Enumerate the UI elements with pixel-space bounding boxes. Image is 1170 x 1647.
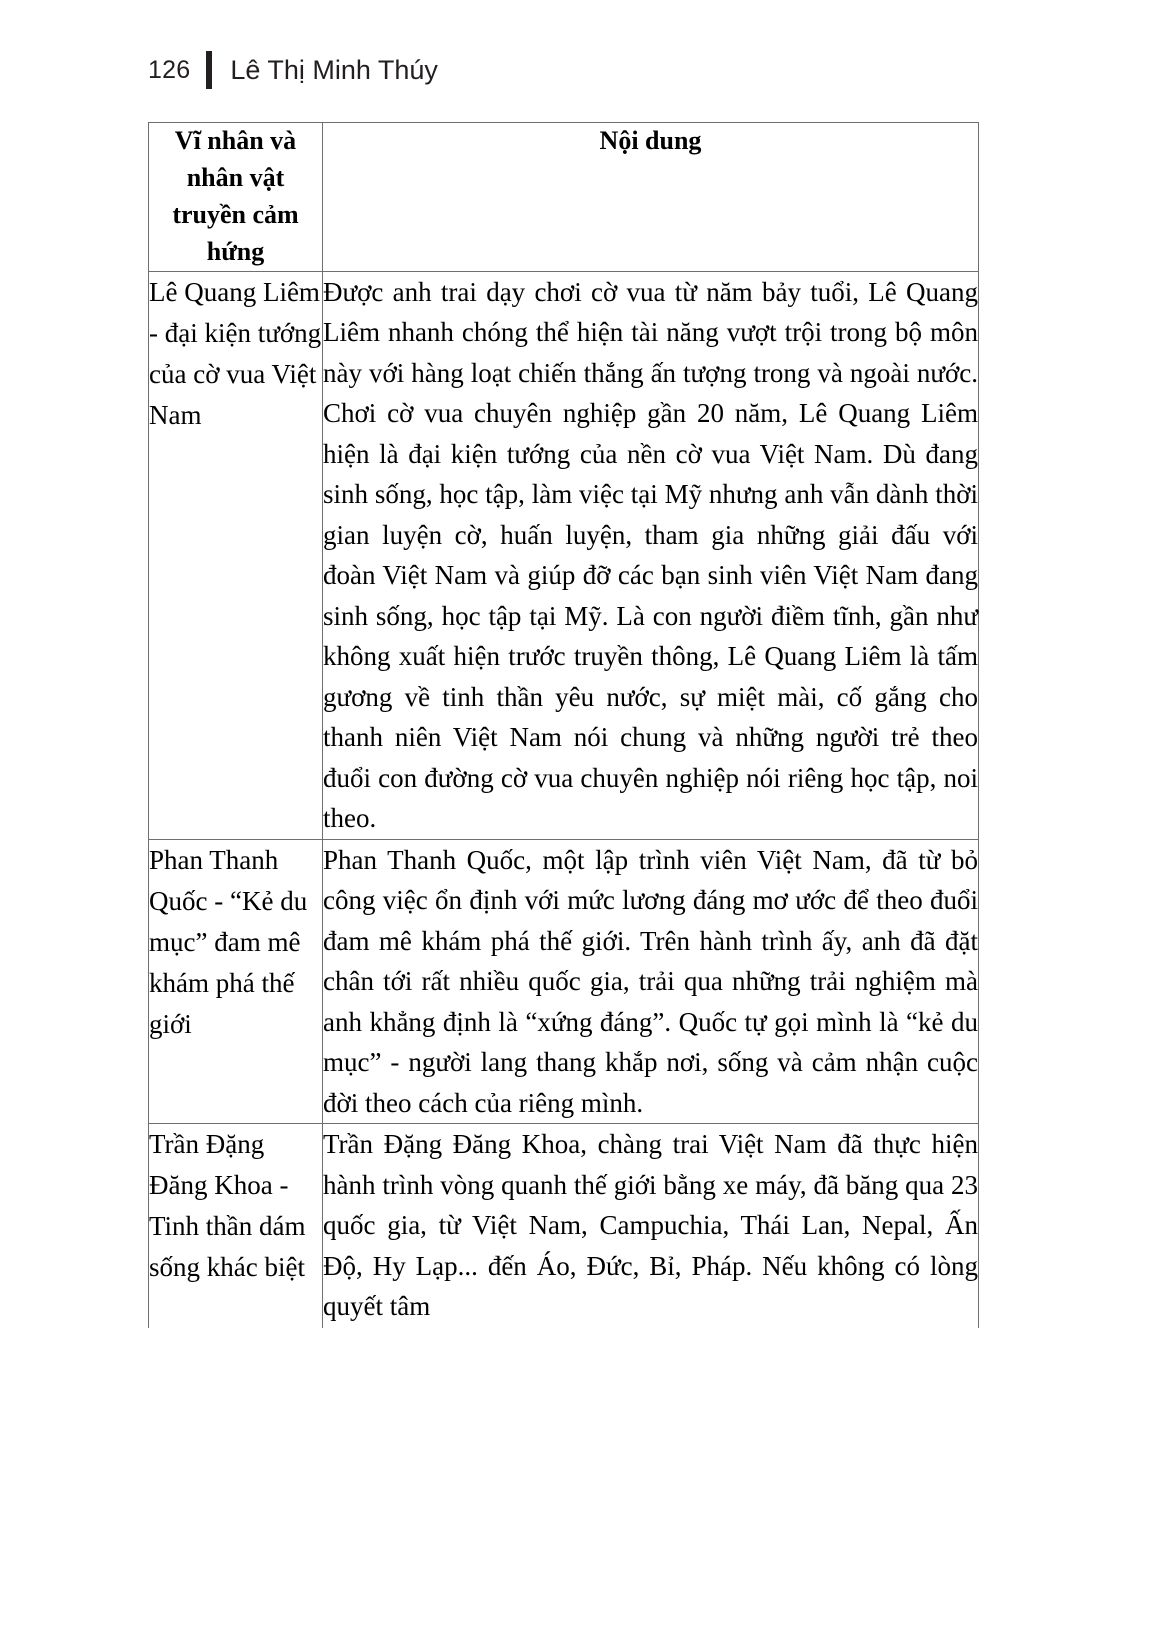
content-table (148, 122, 979, 1328)
table-header-row (149, 123, 979, 272)
running-header (148, 48, 438, 92)
person-name-cell: Trần Đặng Đăng Khoa - Tinh thần dám sống khác biệt (149, 1124, 323, 1328)
table-row (149, 271, 979, 839)
content-cell: Được anh trai dạy chơi cờ vua từ năm bảy tuổi, Lê Quang Liêm nhanh chóng thể hiện tài năng vượt trội trong bộ môn này với hàng loạt chiến thắng ấn tượng trong và ngoài nước. Chơi cờ vua chuyên nghiệp gần 20 năm, Lê Quang Liêm hiện là đại kiện tướng của nền cờ vua Việt Nam. Dù đang sinh sống, học tập, làm việc tại Mỹ nhưng anh vẫn dành thời gian luyện cờ, huấn luyện, tham gia những giải đấu với đoàn Việt Nam và giúp đỡ các bạn sinh viên Việt Nam đang sinh sống, học tập tại Mỹ. Là con người điềm tĩnh, gần như không xuất hiện trước truyền thông, Lê Quang Liêm là tấm gương về tinh thần yêu nước, sự miệt mài, cố gắng cho thanh niên Việt Nam nói chung và những người trẻ theo đuổi con đường cờ vua chuyên nghiệp nói riêng học tập, noi theo. (323, 271, 979, 839)
table-row (149, 1124, 979, 1328)
person-name-cell: Lê Quang Liêm - đại kiện tướng của cờ vua Việt Nam (149, 271, 323, 839)
person-name-cell: Phan Thanh Quốc - “Kẻ du mục” đam mê khám phá thế giới (149, 839, 323, 1124)
column-header-person: Vĩ nhân và nhân vật truyền cảm hứng (149, 123, 323, 272)
page-number: 126 (148, 55, 191, 84)
content-cell: Phan Thanh Quốc, một lập trình viên Việt Nam, đã từ bỏ công việc ổn định với mức lương đáng mơ ước để theo đuổi đam mê khám phá thế giới. Trên hành trình ấy, anh đã đặt chân tới rất nhiều quốc gia, trải qua những trải nghiệm mà anh khẳng định là “xứng đáng”. Quốc tự gọi mình là “kẻ du mục” - người lang thang khắp nơi, sống và cảm nhận cuộc đời theo cách của riêng mình. (323, 839, 979, 1124)
column-header-content: Nội dung (323, 123, 979, 272)
table-row (149, 839, 979, 1124)
header-divider-rule (206, 51, 212, 89)
running-title: Lê Thị Minh Thúy (230, 54, 438, 85)
content-table-wrapper (148, 122, 978, 1328)
content-cell: Trần Đặng Đăng Khoa, chàng trai Việt Nam đã thực hiện hành trình vòng quanh thế giới bằng xe máy, đã băng qua 23 quốc gia, từ Việt Nam, Campuchia, Thái Lan, Nepal, Ấn Độ, Hy Lạp... đến Áo, Đức, Bỉ, Pháp. Nếu không có lòng quyết tâm (323, 1124, 979, 1328)
